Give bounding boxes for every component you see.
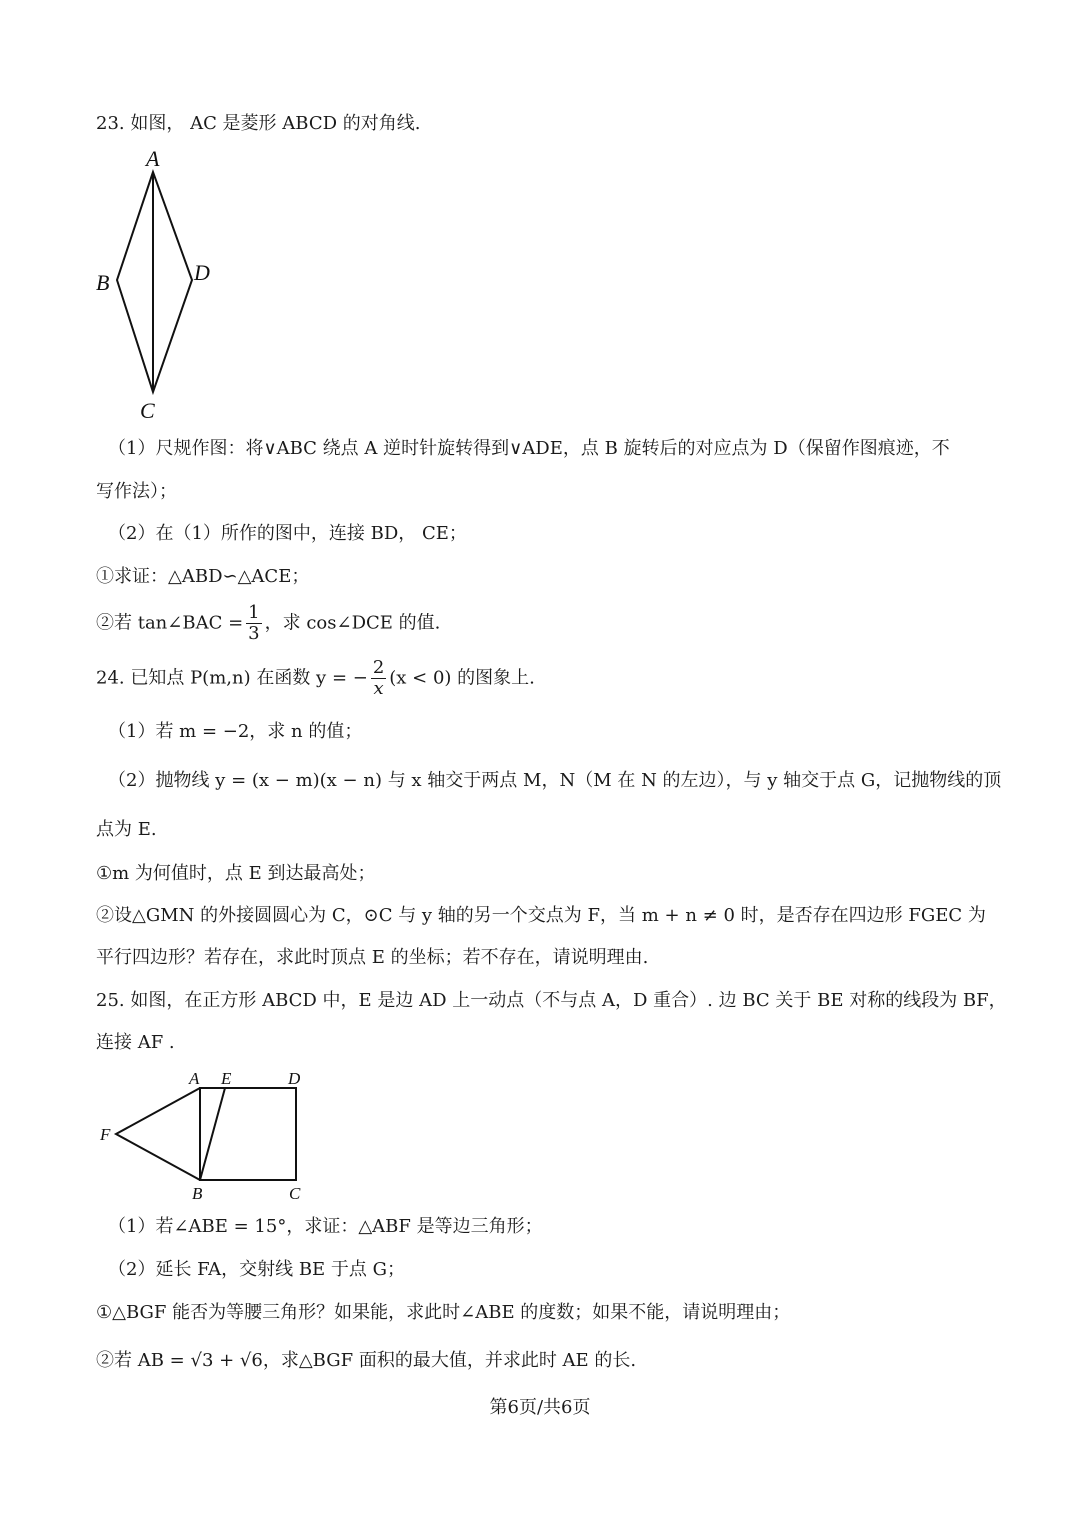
q23-title: 23. 如图， AC 是菱形 ABCD 的对角线. — [96, 113, 421, 134]
label-c: C — [289, 1184, 301, 1203]
q25-title-line1: 25. 如图，在正方形 ABCD 中，E 是边 AD 上一动点（不与点 A，D 重合）. 边 BC 关于 BE 对称的线段为 BF， — [96, 990, 1007, 1011]
q24-sub2-line2: 平行四边形？若存在，求此时顶点 E 的坐标；若不存在，请说明理由. — [96, 947, 649, 968]
q24-part1: （1）若 m = −2，求 n 的值； — [108, 721, 363, 742]
q24-part2-line2: 点为 E. — [96, 819, 157, 840]
q25-sub1: ①△BGF 能否为等腰三角形？如果能，求此时∠ABE 的度数；如果不能，请说明理由； — [96, 1302, 791, 1323]
q23-part1-line1: （1）尺规作图：将∨ABC 绕点 A 逆时针旋转得到∨ADE，点 B 旋转后的对应点为 D（保留作图痕迹，不 — [108, 438, 950, 459]
q24-sub2-line1: ②设△GMN 的外接圆圆心为 C，⊙C 与 y 轴的另一个交点为 F，当 m + n ≠ 0 时，是否存在四边形 FGEC 为 — [96, 905, 986, 926]
fraction-two-over-x — [371, 658, 386, 699]
segment-be — [200, 1088, 225, 1180]
fraction-numerator: 1 — [248, 602, 260, 623]
page-footer: 第6页/共6页 — [489, 1397, 591, 1418]
label-d: D — [194, 260, 210, 285]
square-figure — [95, 1062, 320, 1207]
segments-af-fb — [116, 1088, 200, 1180]
q24-title — [96, 658, 535, 699]
q24-sub1: ①m 为何值时，点 E 到达最高处； — [96, 863, 376, 884]
fraction-one-third — [246, 603, 261, 644]
label-d: D — [288, 1069, 301, 1088]
label-b: B — [192, 1184, 203, 1203]
rhombus-abcd — [117, 172, 192, 392]
square-abcd — [200, 1088, 296, 1180]
q25-sub2: ②若 AB = √3 + √6，求△BGF 面积的最大值，并求此时 AE 的长. — [96, 1350, 637, 1371]
q24-title-pre: 24. 已知点 P(m,n) 在函数 y = − — [96, 667, 368, 689]
fraction-numerator: 2 — [372, 657, 385, 678]
q25-title-line2: 连接 AF . — [96, 1032, 175, 1053]
q25-part1: （1）若∠ABE = 15°，求证：△ABF 是等边三角形； — [108, 1216, 543, 1237]
fraction-denominator: 3 — [248, 623, 260, 644]
q23-sub2-pre: ②若 tan∠BAC = — [96, 612, 244, 634]
q24-title-post: (x < 0) 的图象上. — [389, 667, 535, 689]
q23-sub2 — [96, 603, 440, 644]
label-a: A — [189, 1069, 200, 1088]
q25-part2: （2）延长 FA，交射线 BE 于点 G； — [108, 1259, 406, 1280]
label-b: B — [96, 270, 110, 295]
rhombus-figure — [90, 140, 230, 430]
label-c: C — [140, 398, 155, 423]
q23-sub2-post: ，求 cos∠DCE 的值. — [264, 612, 441, 634]
q23-part1-line2: 写作法）； — [96, 481, 177, 502]
q23-sub1: ①求证：△ABD∽△ACE； — [96, 566, 310, 587]
q23-part2: （2）在（1）所作的图中，连接 BD， CE； — [108, 523, 467, 544]
label-e: E — [221, 1069, 232, 1088]
label-f: F — [100, 1125, 111, 1144]
label-a: A — [146, 146, 160, 171]
q24-part2-line1: （2）抛物线 y = (x − m)(x − n) 与 x 轴交于两点 M，N（M 在 N 的左边），与 y 轴交于点 G，记抛物线的顶 — [108, 770, 1002, 791]
fraction-denominator: x — [373, 678, 384, 699]
